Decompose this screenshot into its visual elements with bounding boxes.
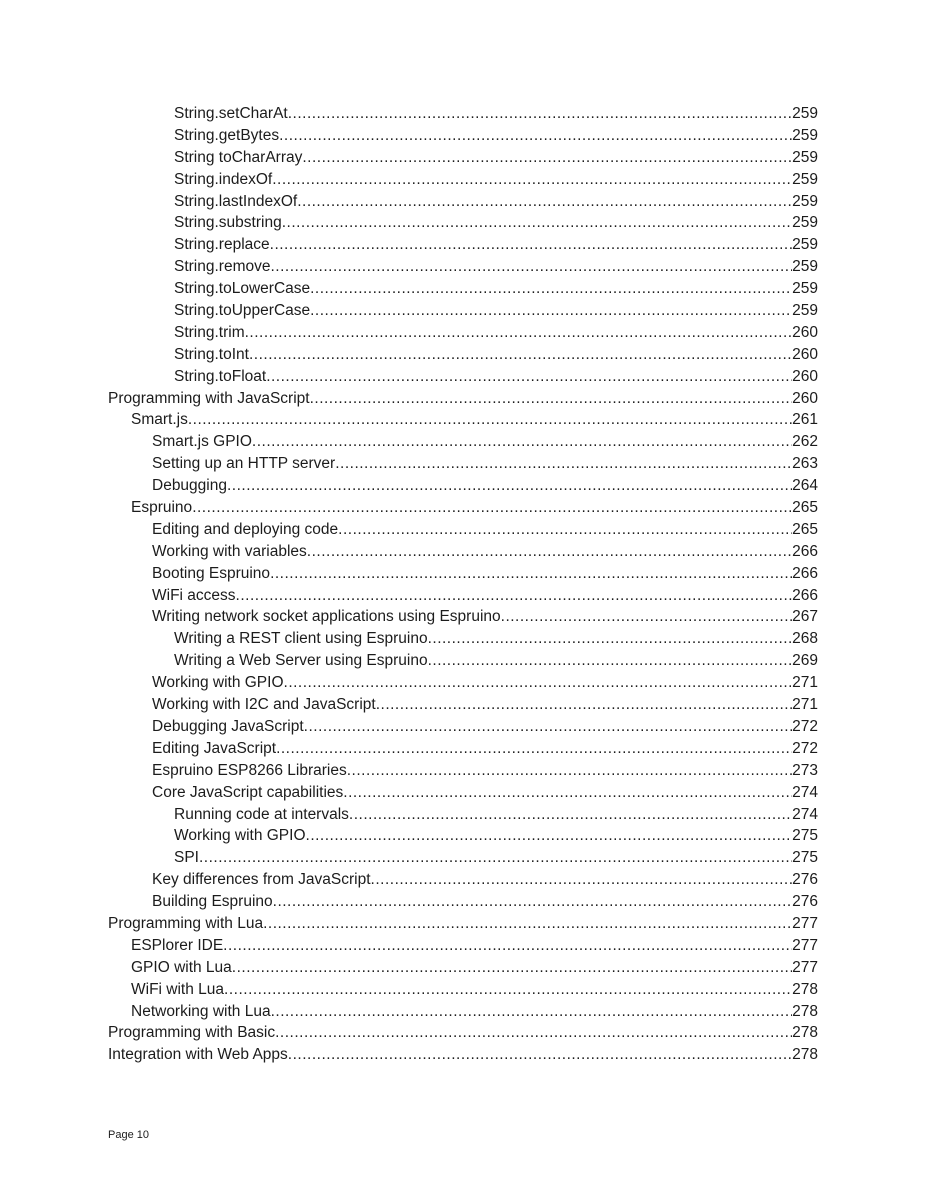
toc-entry-page: 260: [792, 323, 818, 341]
toc-entry-label: String.getBytes: [174, 126, 280, 144]
toc-entry-label: Espruino ESP8266 Libraries: [152, 761, 347, 779]
leader-dots: [236, 585, 793, 607]
leader-dots: [428, 650, 793, 672]
leader-dots: [310, 388, 793, 410]
leader-dots: [252, 431, 792, 453]
leader-dots: [347, 760, 792, 782]
leader-dots: [276, 738, 792, 760]
toc-entry: [108, 606, 818, 628]
toc-entry: [108, 234, 818, 256]
toc-entry-page: 276: [792, 871, 818, 889]
toc-entry: [108, 147, 818, 169]
toc-entry-label: Running code at intervals: [174, 805, 349, 823]
toc-entry-page: 271: [792, 674, 818, 692]
toc-entry-page: 269: [792, 652, 818, 670]
toc-entry-page: 259: [792, 302, 818, 320]
leader-dots: [343, 782, 792, 804]
toc-entry-label: String.toFloat: [174, 367, 267, 385]
toc-entry-page: 259: [792, 280, 818, 298]
leader-dots: [279, 125, 792, 147]
leader-dots: [310, 300, 792, 322]
toc-entry-page: 260: [792, 345, 818, 363]
leader-dots: [273, 891, 792, 913]
toc-entry-page: 275: [792, 827, 818, 845]
toc-entry: [108, 212, 818, 234]
toc-entry-page: 275: [792, 849, 818, 867]
toc-entry-page: 278: [792, 1002, 818, 1020]
leader-dots: [306, 825, 793, 847]
toc-entry-label: String.substring: [174, 214, 282, 232]
toc-entry: [108, 169, 818, 191]
toc-entry-label: Networking with Lua: [131, 1002, 271, 1020]
leader-dots: [310, 278, 792, 300]
leader-dots: [192, 497, 792, 519]
toc-entry: [108, 256, 818, 278]
toc-entry-page: 278: [792, 1046, 818, 1064]
toc-entry-label: Writing a REST client using Espruino: [174, 630, 428, 648]
toc-entry-page: 268: [792, 630, 818, 648]
leader-dots: [335, 453, 792, 475]
toc-entry: [108, 431, 818, 453]
toc-entry-page: 265: [792, 520, 818, 538]
toc-entry: [108, 869, 818, 891]
toc-entry: [108, 278, 818, 300]
toc-entry: [108, 388, 818, 410]
toc-entry-page: 259: [792, 148, 818, 166]
toc-entry-page: 266: [792, 564, 818, 582]
toc-entry-page: 274: [792, 805, 818, 823]
leader-dots: [199, 847, 792, 869]
leader-dots: [304, 716, 792, 738]
toc-entry-label: String.remove: [174, 258, 271, 276]
toc-entry-label: Integration with Web Apps: [108, 1046, 288, 1064]
toc-entry-label: Debugging JavaScript: [152, 717, 304, 735]
toc-entry-page: 276: [792, 893, 818, 911]
page-footer: Page 10: [108, 1129, 149, 1141]
leader-dots: [271, 1001, 793, 1023]
leader-dots: [270, 563, 792, 585]
toc-entry-page: 262: [792, 433, 818, 451]
toc-entry-page: 278: [792, 980, 818, 998]
toc-entry-page: 271: [792, 696, 818, 714]
toc-entry-page: 260: [792, 367, 818, 385]
leader-dots: [284, 672, 793, 694]
toc-entry: [108, 409, 818, 431]
toc-entry-label: SPI: [174, 849, 199, 867]
toc-entry-page: 266: [792, 586, 818, 604]
leader-dots: [501, 606, 792, 628]
toc-entry-label: String.toLowerCase: [174, 280, 311, 298]
toc-entry: [108, 782, 818, 804]
toc-entry-label: Building Espruino: [152, 893, 273, 911]
toc-entry-page: 273: [792, 761, 818, 779]
toc-entry: [108, 913, 818, 935]
toc-entry-page: 259: [792, 126, 818, 144]
toc-entry-label: String.trim: [174, 323, 245, 341]
leader-dots: [245, 322, 793, 344]
toc-entry-label: WiFi with Lua: [131, 980, 225, 998]
toc-entry-page: 267: [792, 608, 818, 626]
leader-dots: [307, 541, 792, 563]
toc-entry-page: 278: [792, 1024, 818, 1042]
toc-entry-label: String.toInt: [174, 345, 249, 363]
toc-entry-label: Programming with Basic: [108, 1024, 276, 1042]
toc-entry-label: Key differences from JavaScript: [152, 871, 371, 889]
toc-entry-page: 272: [792, 739, 818, 757]
toc-entry-page: 274: [792, 783, 818, 801]
leader-dots: [263, 913, 792, 935]
leader-dots: [288, 1044, 792, 1066]
leader-dots: [272, 169, 792, 191]
toc-entry-label: String.setCharAt: [174, 105, 288, 122]
toc-entry: [108, 738, 818, 760]
toc-entry: [108, 650, 818, 672]
leader-dots: [282, 212, 792, 234]
leader-dots: [275, 1022, 792, 1044]
toc-entry-label: Setting up an HTTP server: [152, 455, 336, 473]
leader-dots: [270, 234, 792, 256]
toc-entry-page: 266: [792, 542, 818, 560]
toc-entry: [108, 1022, 818, 1044]
toc-entry-label: Booting Espruino: [152, 564, 271, 582]
toc-entry: [108, 497, 818, 519]
toc-entry: [108, 979, 818, 1001]
leader-dots: [288, 103, 792, 125]
toc-entry-label: String.indexOf: [174, 170, 273, 188]
toc-entry-label: Smart.js GPIO: [152, 433, 252, 451]
toc-entry-label: Editing and deploying code: [152, 520, 339, 538]
toc-entry-page: 259: [792, 214, 818, 232]
toc-entry-page: 264: [792, 477, 818, 495]
toc-entry: [108, 935, 818, 957]
toc-entry-page: 261: [792, 411, 818, 429]
leader-dots: [302, 147, 792, 169]
toc-entry: [108, 1001, 818, 1023]
toc-entry: [108, 957, 818, 979]
toc-entry: [108, 847, 818, 869]
toc-entry-label: Programming with JavaScript: [108, 389, 310, 407]
toc-entry: [108, 760, 818, 782]
toc-entry: [108, 628, 818, 650]
toc-entry: [108, 475, 818, 497]
toc-entry: [108, 694, 818, 716]
leader-dots: [349, 804, 792, 826]
toc-entry-label: Debugging: [152, 477, 227, 495]
toc-entry: [108, 519, 818, 541]
toc-entry-label: Writing network socket applications using Espruino: [152, 608, 501, 626]
toc-entry: [108, 344, 818, 366]
toc-entry-page: 272: [792, 717, 818, 735]
leader-dots: [266, 366, 792, 388]
toc-entry: [108, 322, 818, 344]
toc-entry: [108, 825, 818, 847]
toc-entry-label: GPIO with Lua: [131, 958, 232, 976]
toc-entry: [108, 453, 818, 475]
toc-entry: [108, 585, 818, 607]
toc-entry-label: ESPlorer IDE: [131, 936, 224, 954]
leader-dots: [227, 475, 792, 497]
toc-entry-page: 277: [792, 958, 818, 976]
toc-entry-label: String toCharArray: [174, 148, 303, 166]
toc-entry-label: Programming with Lua: [108, 914, 264, 932]
toc-entry-label: String.lastIndexOf: [174, 192, 298, 210]
toc-entry-label: Working with GPIO: [152, 674, 284, 692]
leader-dots: [297, 191, 792, 213]
leader-dots: [188, 409, 792, 431]
toc-entry-label: String.toUpperCase: [174, 302, 311, 320]
toc-entry: [108, 191, 818, 213]
toc-entry: [108, 541, 818, 563]
toc-entry-page: 260: [792, 389, 818, 407]
toc-entry-label: Espruino: [131, 499, 193, 517]
toc-entry: [108, 672, 818, 694]
toc-entry: [108, 716, 818, 738]
toc-entry: [108, 1044, 818, 1066]
toc-entry-page: 277: [792, 936, 818, 954]
toc-entry-label: Working with GPIO: [174, 827, 306, 845]
leader-dots: [224, 979, 792, 1001]
toc-entry-page: 259: [792, 236, 818, 254]
leader-dots: [232, 957, 792, 979]
toc-entry-page: 259: [792, 258, 818, 276]
toc-entry: [108, 366, 818, 388]
toc-entry-page: 259: [792, 192, 818, 210]
toc-entry-label: Working with variables: [152, 542, 307, 560]
leader-dots: [371, 869, 793, 891]
toc-entry: [108, 125, 818, 147]
toc-list: [108, 103, 818, 1066]
toc-entry-page: 265: [792, 499, 818, 517]
toc-entry-label: Working with I2C and JavaScript: [152, 696, 376, 714]
toc-entry-label: Editing JavaScript: [152, 739, 277, 757]
toc-entry-label: String.replace: [174, 236, 270, 254]
toc-entry-page: 277: [792, 914, 818, 932]
toc-entry-page: 259: [792, 105, 818, 122]
toc-entry-page: 259: [792, 170, 818, 188]
leader-dots: [376, 694, 792, 716]
leader-dots: [338, 519, 792, 541]
toc-entry: [108, 891, 818, 913]
leader-dots: [223, 935, 792, 957]
toc-entry-page: 263: [792, 455, 818, 473]
leader-dots: [270, 256, 792, 278]
leader-dots: [428, 628, 793, 650]
toc-entry-label: Writing a Web Server using Espruino: [174, 652, 428, 670]
toc-entry-label: Smart.js: [131, 411, 188, 429]
toc-entry: [108, 103, 818, 125]
leader-dots: [249, 344, 792, 366]
toc-entry-label: WiFi access: [152, 586, 236, 604]
toc-entry: [108, 804, 818, 826]
toc-entry-label: Core JavaScript capabilities: [152, 783, 344, 801]
toc-entry: [108, 563, 818, 585]
toc-entry: [108, 300, 818, 322]
